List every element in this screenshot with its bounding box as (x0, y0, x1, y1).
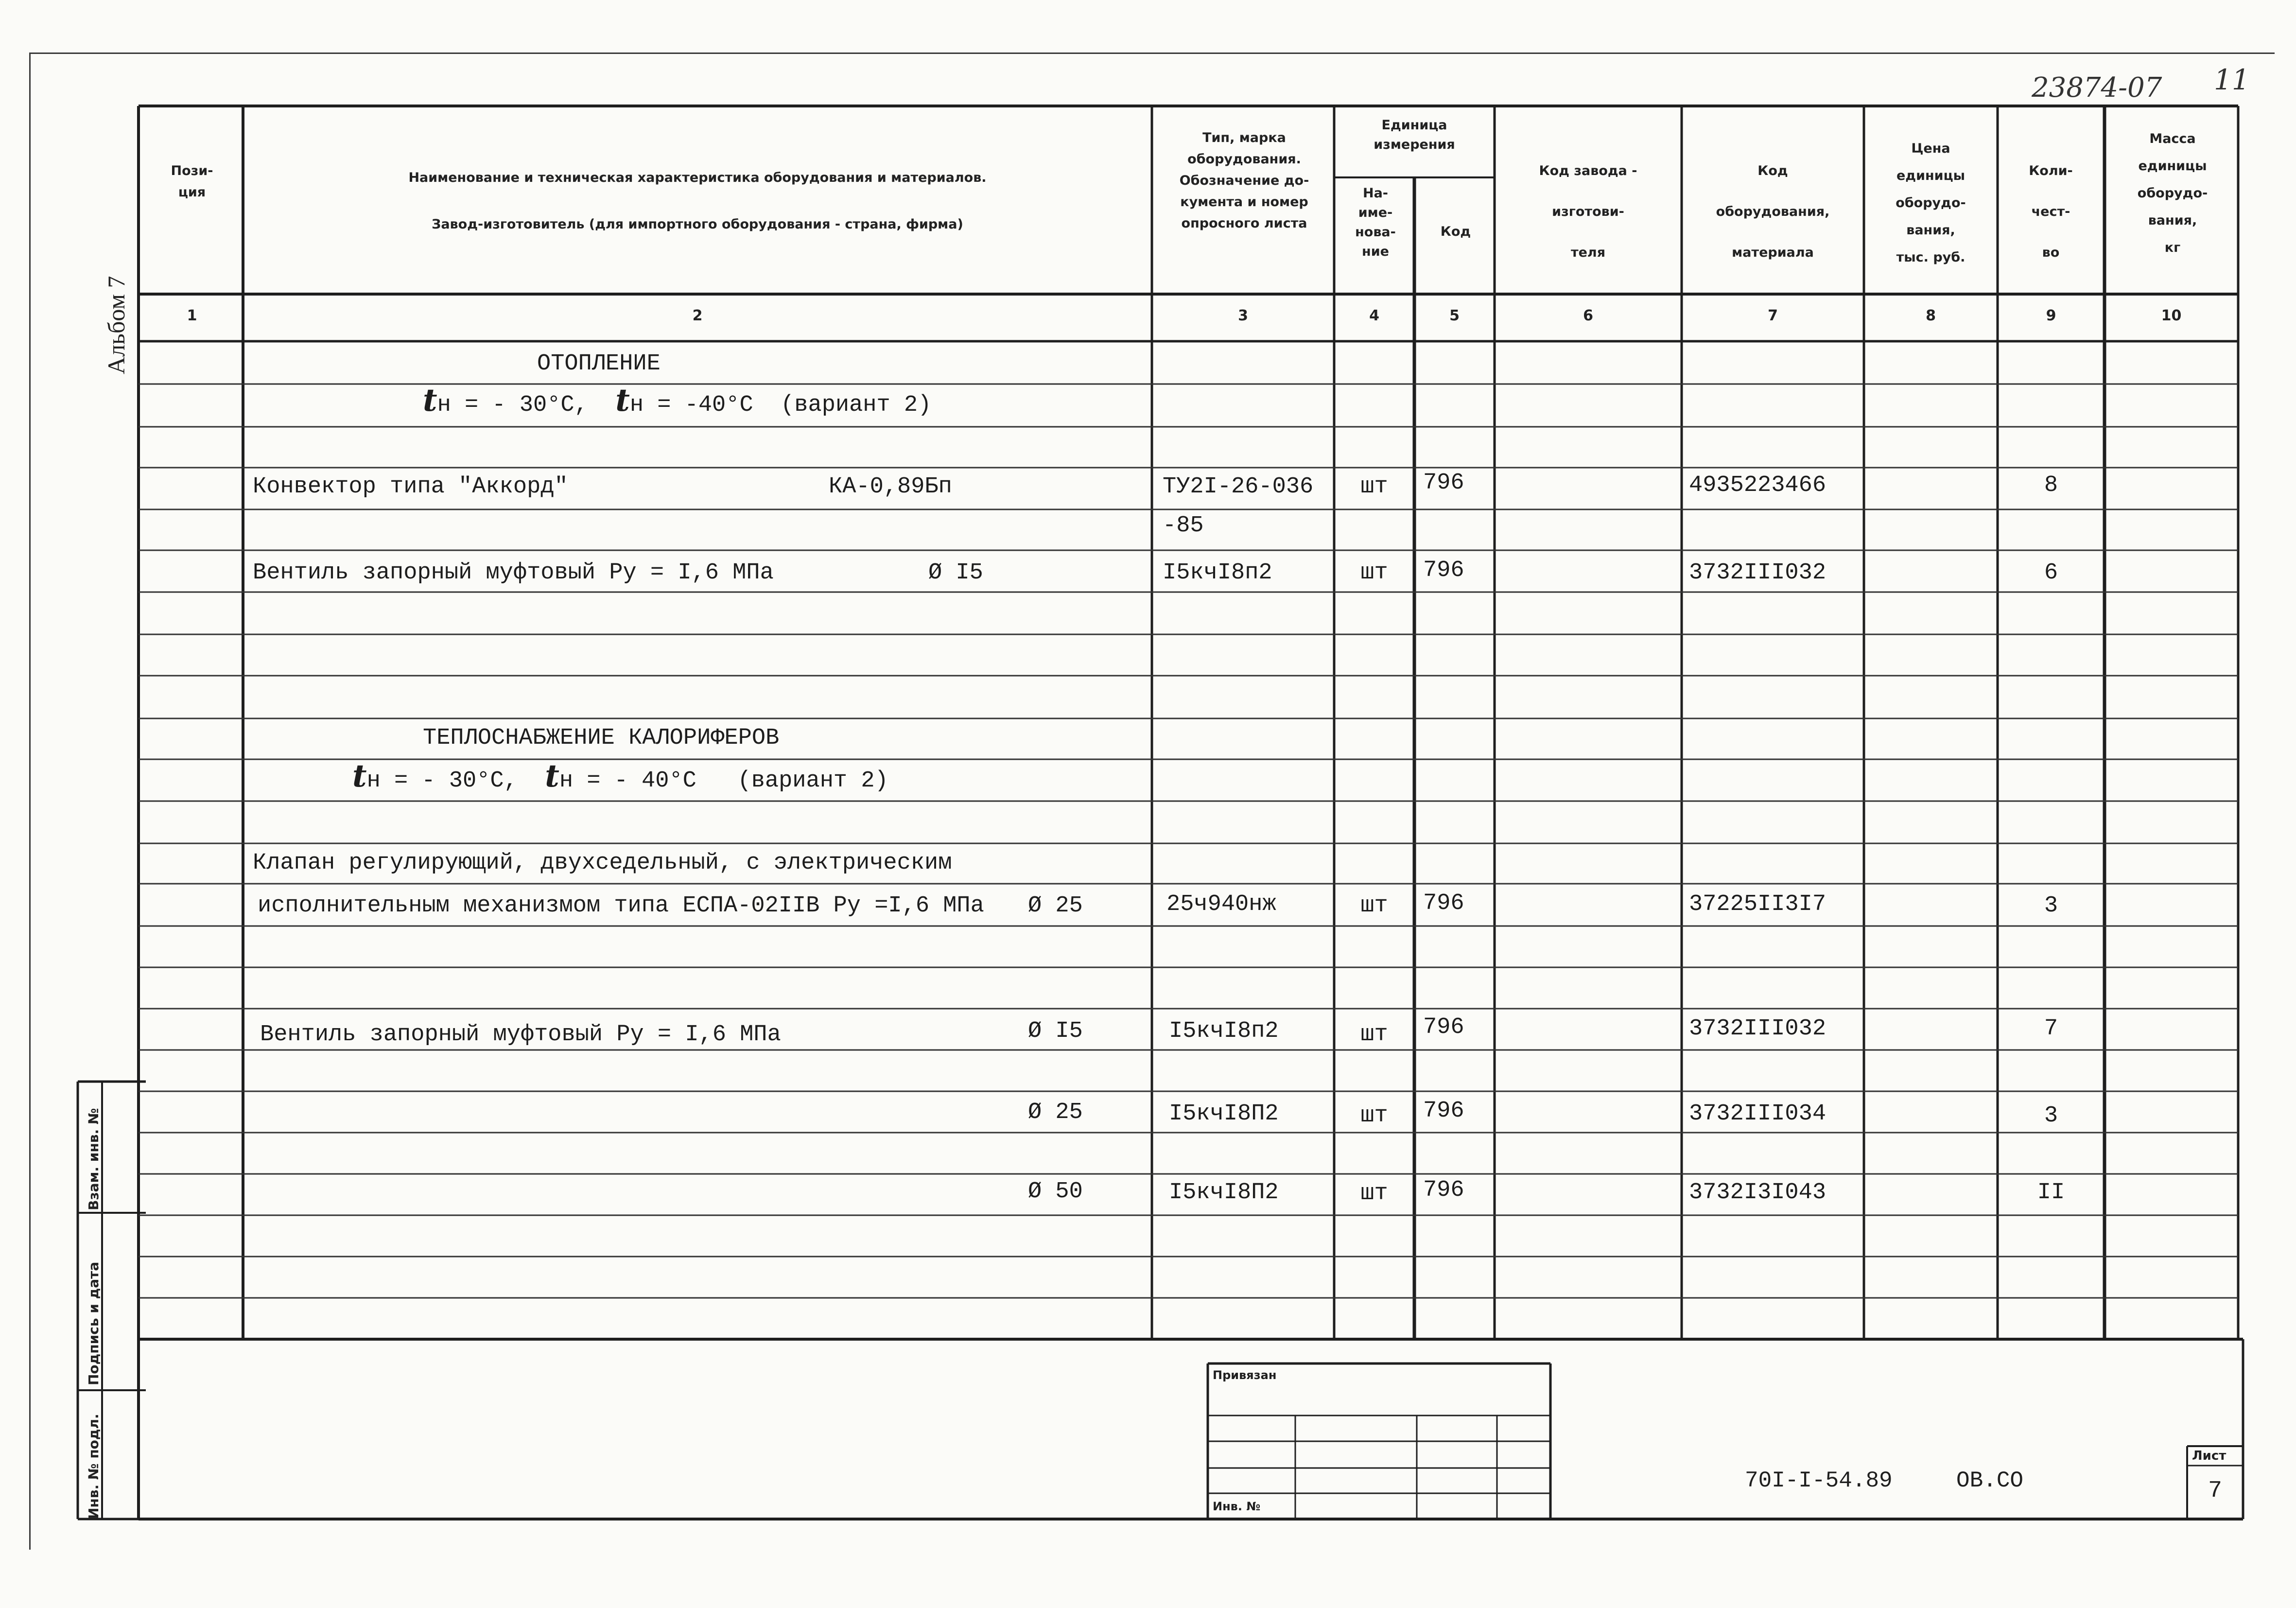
item-name: Конвектор типа "Аккорд" (253, 474, 568, 500)
item-code: 3732III032 (1689, 560, 1826, 586)
item-qty: II (2037, 1180, 2065, 1206)
item-type-cont: -85 (1163, 513, 1204, 539)
item-code: 3732III034 (1689, 1101, 1826, 1127)
item-unit: шт (1360, 1181, 1388, 1206)
col-header-unit-code: Код (1440, 224, 1471, 239)
item-size: Ø 25 (1028, 1100, 1083, 1125)
item-qty: 8 (2044, 472, 2058, 498)
item-type: I5кчI8П2 (1169, 1101, 1279, 1127)
col-num-7: 7 (1768, 307, 1778, 324)
col-header-price: Цена единицы оборудо- вания, тыс. руб. (1896, 141, 1966, 265)
item-name: Вентиль запорный муфтовый Ру = I,6 МПа (253, 560, 774, 586)
stamp-inv-original: Инв. № подл. (86, 1414, 102, 1519)
item-size: Ø I5 (1028, 1018, 1083, 1044)
col-header-position: Пози- ция (171, 163, 213, 200)
col-num-4: 4 (1369, 307, 1379, 324)
item-unit-code: 796 (1423, 891, 1464, 916)
item-unit-code: 796 (1423, 1098, 1464, 1124)
col-header-type: Тип, марка оборудования. Обозначение до- кумента и номер опросного листа (1179, 130, 1309, 231)
item-type: ТУ2I-26-036 (1163, 474, 1314, 500)
col-num-6: 6 (1583, 307, 1593, 324)
col-num-1: 1 (187, 307, 197, 324)
item-type: I5кчI8п2 (1163, 560, 1272, 586)
item-type: 25ч940нж (1166, 891, 1276, 917)
col-header-unit-group: Единица измерения (1374, 118, 1455, 152)
col-num-2: 2 (692, 307, 703, 324)
item-unit-code: 796 (1423, 558, 1464, 583)
page-number: 11 (2214, 63, 2250, 96)
item-size: КА-0,89Бп (829, 474, 952, 500)
album-label: Альбом 7 (103, 276, 130, 374)
item-code: 3732III032 (1689, 1016, 1826, 1042)
item-code: 4935223466 (1689, 472, 1826, 498)
item-name-cont: исполнительным механизмом типа ЕСПА-02IIВ Ру =I,6 МПа (258, 893, 984, 919)
col-num-10: 10 (2161, 307, 2182, 324)
sheet-number: 7 (2208, 1478, 2222, 1504)
section-title-heating: ОТОПЛЕНИЕ (537, 351, 661, 377)
item-qty: 7 (2044, 1016, 2058, 1042)
item-qty: 6 (2044, 560, 2058, 586)
inventory-label: Инв. № (1213, 1500, 1261, 1513)
col-num-8: 8 (1926, 307, 1936, 324)
item-name: Клапан регулирующий, двухседельный, с электрическим (253, 850, 952, 876)
item-unit-code: 796 (1423, 470, 1464, 496)
item-size: Ø 50 (1028, 1179, 1083, 1205)
item-unit: шт (1360, 893, 1388, 919)
col-num-9: 9 (2046, 307, 2056, 324)
item-unit: шт (1360, 1103, 1388, 1129)
item-unit: шт (1360, 474, 1388, 500)
doc-reference: 23874-07 (2032, 72, 2162, 104)
document-suffix: ОВ.СО (1956, 1468, 2024, 1493)
item-unit-code: 796 (1423, 1014, 1464, 1040)
col-header-name: Наименование и техническая характеристика оборудования и материалов. Завод-изготовитель (для импортного оборудования - страна, фирма) (408, 170, 987, 232)
col-header-quantity: Коли- чест- во (2029, 163, 2073, 260)
sheet-label: Лист (2192, 1449, 2226, 1463)
item-qty: 3 (2044, 893, 2058, 919)
col-header-equipment-code: Код оборудования, материала (1716, 163, 1830, 260)
item-size: Ø I5 (928, 560, 983, 586)
item-code: 37225II3I7 (1689, 891, 1826, 917)
col-header-unit-name: На- име- нова- ние (1355, 186, 1396, 259)
col-num-3: 3 (1238, 307, 1248, 324)
item-type: I5кчI8п2 (1169, 1018, 1279, 1044)
item-name: Вентиль запорный муфтовый Ру = I,6 МПа (260, 1022, 781, 1048)
item-qty: 3 (2044, 1103, 2058, 1129)
section-title-heaters: ТЕПЛОСНАБЖЕНИЕ КАЛОРИФЕРОВ (423, 725, 780, 751)
item-type: I5кчI8П2 (1169, 1180, 1279, 1206)
item-unit: шт (1360, 1022, 1388, 1048)
col-num-5: 5 (1449, 307, 1460, 324)
section-condition-heating: tн = - 30°С, tн = -40°С (вариант 2) (423, 382, 932, 419)
item-size: Ø 25 (1028, 893, 1083, 919)
stamp-signature-date: Подпись и дата (86, 1261, 102, 1385)
item-unit: шт (1360, 560, 1388, 586)
item-unit-code: 796 (1423, 1177, 1464, 1203)
document-code: 70I-I-54.89 (1745, 1468, 1893, 1493)
section-condition-heaters: tн = - 30°С, tн = - 40°С (вариант 2) (352, 758, 888, 794)
item-code: 3732I3I043 (1689, 1180, 1826, 1206)
stamp-replacement-inv: Взам. инв. № (86, 1108, 102, 1210)
col-header-mass: Масса единицы оборудо- вания, кг (2137, 131, 2208, 255)
linked-label: Привязан (1213, 1368, 1277, 1382)
col-header-maker-code: Код завода - изготови- теля (1539, 163, 1637, 260)
